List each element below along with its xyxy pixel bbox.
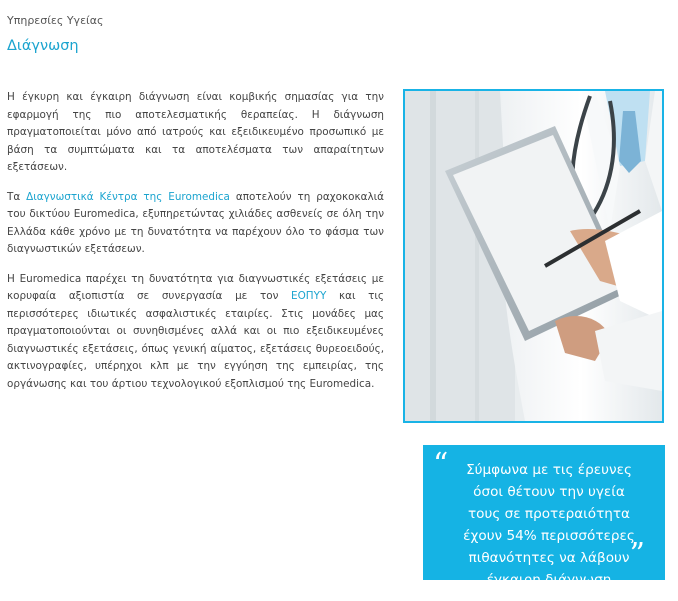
paragraph-text: αποτελούν τη ραχοκοκαλιά του δικτύου Euromedica, εξυπηρετώντας χιλιάδες ασθενείς σε όλη την Ελλάδα κάθε χρόνο με τη δυνατότητα να παρέχουν όλο το φάσμα των διαγνωστικών εξετάσεων. (7, 190, 385, 255)
close-quote-icon: ” (629, 537, 645, 572)
quote-text: Σύμφωνα με τις έρευνες όσοι θέτουν την υγεία τους σε προτεραιότητα έχουν 54% περισσότερες πιθανότητες να λάβουν έγκαιρη διάγνωση (463, 462, 635, 588)
paragraph-centers (7, 189, 384, 259)
diagnostic-centers-link[interactable]: Διαγνωστικά Κέντρα της Euromedica (26, 190, 230, 203)
doctor-clipboard-illustration (405, 91, 662, 421)
paragraph-text: και τις περισσότερες ιδιωτικές ασφαλιστικές εταιρίες. Στις μονάδες μας πραγματοποιούνται οι συνηθισμένες αλλά και οι πιο εξειδικευμένες διαγνωστικές εξετάσεις, όπως γενική αίματος, εξετάσεις θυρεοειδούς, ακτινογραφίες, υπέρηχοι κλπ με την εγγύηση της εμπειρίας, της οργάνωσης και του άρτιου τεχνολογικού εξοπλισμού της Euromedica. (7, 290, 384, 390)
paragraph-text: Τα (7, 190, 27, 203)
breadcrumb: Υπηρεσίες Υγείας (7, 14, 104, 27)
paragraph-eopyy (7, 271, 384, 394)
page-title: Διάγνωση (7, 38, 79, 54)
open-quote-icon: “ (433, 447, 449, 482)
quote-box (423, 445, 665, 588)
paragraph-intro: Η έγκυρη και έγκαιρη διάγνωση είναι κομβικής σημασίας για την εφαρμογή της πιο αποτελεσματικής θεραπείας. Η διάγνωση πραγματοποιείται μόνο από ιατρούς και εξειδικευμένο προσωπικό με βάση τα συμπτώματα και τα αποτελέσματα των απαραίτητων εξετάσεων. (7, 91, 384, 173)
eopyy-link[interactable]: ΕΟΠΥΥ (291, 290, 327, 302)
article-body (7, 89, 384, 405)
paragraph-text: Η Euromedica παρέχει τη δυνατότητα για διαγνωστικές εξετάσεις με κορυφαία αξιοπιστία σε συνεργασία με τον (7, 272, 384, 302)
doctor-photo (403, 89, 664, 423)
